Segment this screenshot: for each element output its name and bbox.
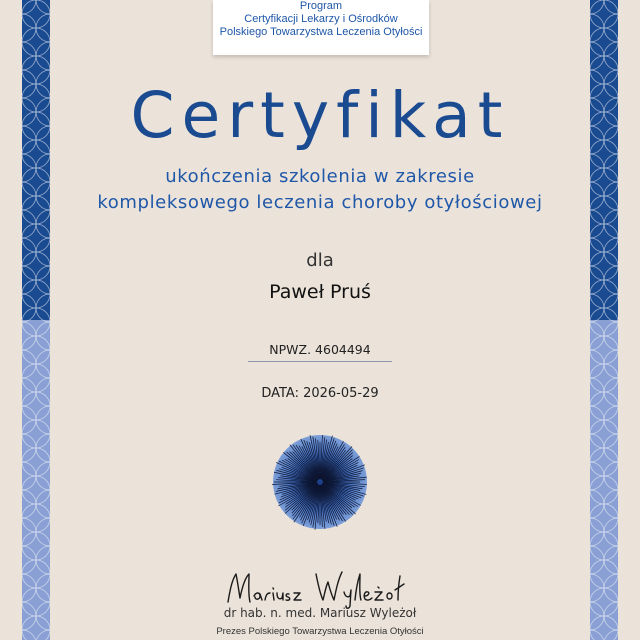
npwz-number: NPWZ. 4604494 bbox=[248, 342, 392, 362]
badge-line-program: Program bbox=[299, 0, 343, 12]
signer-name: dr hab. n. med. Mariusz Wyleżoł bbox=[223, 606, 417, 620]
for-label: dla bbox=[306, 250, 334, 271]
subtitle-line-1: ukończenia szkolenia w zakresie bbox=[165, 166, 475, 187]
program-badge bbox=[213, 0, 429, 55]
signature-image bbox=[220, 562, 420, 610]
starburst-emblem-icon bbox=[270, 432, 370, 532]
certificate-date: DATA: 2026-05-29 bbox=[261, 386, 379, 401]
badge-line-certification: Certyfikacji Lekarzy i Ośrodków bbox=[244, 13, 398, 25]
signer-title: Prezes Polskiego Towarzystwa Leczenia Otyłości bbox=[216, 626, 424, 637]
certificate-subtitle bbox=[0, 164, 640, 216]
subtitle-line-2: kompleksowego leczenia choroby otyłościowej bbox=[97, 192, 543, 213]
badge-line-society: Polskiego Towarzystwa Leczenia Otyłości bbox=[219, 26, 423, 38]
certificate-title: Certyfikat bbox=[130, 79, 510, 152]
recipient-name: Paweł Pruś bbox=[269, 281, 371, 303]
